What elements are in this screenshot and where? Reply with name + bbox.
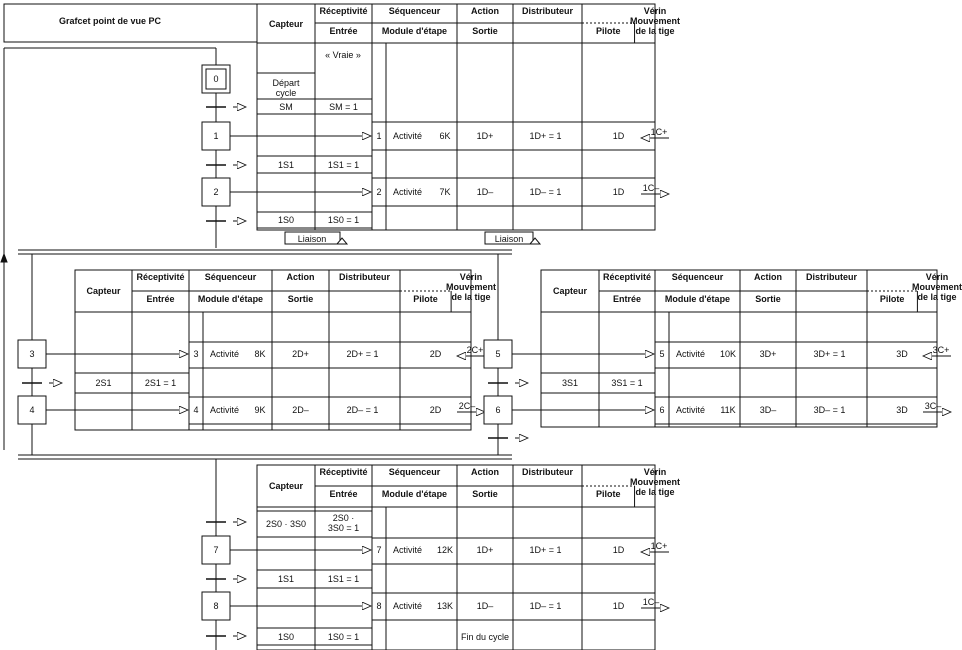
header-entree: Entrée [329,26,358,36]
distributeur-value: 1D [612,131,625,141]
transition-capteur: SM [279,101,293,112]
grafcet-step-number: 8 [213,601,219,611]
cycle-label: cycle [275,88,297,98]
pilote-value: 1D– = 1 [529,187,562,197]
module-step-number: 8 [376,601,382,611]
verin-label: 2C+ [466,345,484,355]
module-step-number: 2 [376,187,382,197]
header-sortie: Sortie [472,489,498,499]
distributeur-value: 1D [612,601,625,611]
transition-entree: 3S0 = 1 [327,523,360,533]
grafcet-step-number: 6 [495,405,501,415]
module-activite: Activité [676,405,706,415]
action-sortie: 2D+ [292,349,309,359]
header-capteur: Capteur [268,481,304,491]
pilote-value: 2D+ = 1 [346,349,379,359]
grafcet-step-number: 1 [213,131,219,141]
action-sortie: 1D– [476,187,494,197]
grafcet-step-number: 0 [213,74,219,84]
module-activite: Activité [210,349,240,359]
action-sortie: 3D+ [759,349,777,359]
header-distributeur: Distributeur [805,272,858,282]
liaison-label-2: Liaison [494,234,524,244]
header-module: Module d'étape [381,26,448,36]
header-entree: Entrée [612,294,642,304]
header-receptivite: Réceptivité [602,272,652,282]
transition-entree: 2S0 · [332,513,355,523]
verin-label: 2C– [458,401,476,411]
module-step-number: 7 [376,545,382,555]
pilote-value: 3D+ = 1 [813,349,846,359]
header-module: Module d'étape [381,489,448,499]
table-frame [75,270,471,430]
transition-entree: 3S1 = 1 [611,378,643,388]
header-distributeur: Distributeur [521,6,574,16]
distributeur-value: 3D [896,349,908,359]
transition-entree: 1S1 = 1 [327,159,360,170]
verin-label: 1C+ [650,541,668,551]
distributeur-value: 3D [896,405,908,415]
main-title: Grafcet point de vue PC [58,16,162,26]
header-sequenceur: Séquenceur [388,6,441,16]
module-activite: Activité [210,405,240,415]
transition-entree: 2S1 = 1 [144,378,177,388]
fin-cycle-label: Fin du cycle [460,632,510,642]
header-capteur: Capteur [552,286,588,296]
header-receptivite: Réceptivité [319,6,368,16]
header-pilote: Pilote [413,294,438,304]
header-tige: de la tige [917,292,957,302]
grafcet-step-number: 4 [29,405,35,415]
depart-label: Départ [272,78,300,88]
distributeur-value: 2D [429,405,442,415]
liaison-arrow [337,238,347,244]
transition-capteur: 3S1 [561,378,579,388]
verin-label: 3C+ [932,345,950,355]
header-action: Action [286,272,315,282]
header-sortie: Sortie [472,26,498,36]
module-relay: 12K [436,545,454,555]
grafcet-step-number: 3 [29,349,35,359]
header-sequenceur: Séquenceur [204,272,257,282]
pilote-value: 1D– = 1 [529,601,562,611]
header-capteur: Capteur [86,286,121,296]
verin-label: 1C– [642,183,660,193]
header-mouvement: Mouvement [445,282,497,292]
return-loop-arrow [1,254,7,262]
header-tige: de la tige [635,487,675,497]
grafcet-step-number: 2 [213,187,219,197]
transition-capteur: 1S1 [277,574,295,584]
transition-entree: 1S0 = 1 [327,631,360,642]
module-relay: 9K [254,405,266,415]
module-activite: Activité [393,187,423,197]
module-activite: Activité [393,131,423,141]
header-sortie: Sortie [755,294,781,304]
header-entree: Entrée [146,294,175,304]
header-action: Action [754,272,782,282]
distributeur-value: 2D [429,349,442,359]
header-entree: Entrée [329,489,358,499]
table-frame [257,4,655,230]
module-relay: 13K [436,601,454,611]
header-action: Action [471,6,499,16]
header-verin: Vérin [459,272,483,282]
action-sortie: 1D+ [476,545,494,555]
module-relay: 6K [439,131,451,141]
verin-label: 1C– [642,597,660,607]
transition-entree: SM = 1 [329,101,358,112]
header-tige: de la tige [451,292,491,302]
header-verin: Vérin [643,6,667,16]
grafcet-step-number: 5 [495,349,501,359]
action-sortie: 2D– [292,405,309,415]
pilote-value: 2D– = 1 [346,405,379,415]
liaison-label-1: Liaison [297,234,327,244]
header-receptivite: Réceptivité [319,467,368,477]
header-mouvement: Mouvement [629,477,681,487]
header-distributeur: Distributeur [338,272,391,282]
action-sortie: 1D+ [476,131,494,141]
header-verin: Vérin [925,272,949,282]
header-mouvement: Mouvement [911,282,962,292]
header-mouvement: Mouvement [629,16,681,26]
module-step-number: 6 [659,405,665,415]
module-relay: 10K [719,349,737,359]
pilote-value: 1D+ = 1 [529,545,562,555]
header-verin: Vérin [643,467,667,477]
distributeur-value: 1D [612,187,625,197]
module-step-number: 5 [659,349,665,359]
table-frame [541,270,937,427]
header-sortie: Sortie [287,294,314,304]
action-sortie: 1D– [476,601,494,611]
module-activite: Activité [393,545,423,555]
transition-capteur: 1S0 [277,631,295,642]
transition-capteur: 2S0 · 3S0 [265,519,307,529]
distributeur-value: 1D [612,545,625,555]
pilote-value: 3D– = 1 [813,405,846,415]
verin-label: 3C– [924,401,942,411]
module-step-number: 1 [376,131,382,141]
header-capteur: Capteur [268,18,304,29]
module-activite: Activité [676,349,706,359]
module-relay: 8K [254,349,266,359]
module-step-number: 3 [193,349,199,359]
header-tige: de la tige [635,26,675,36]
header-receptivite: Réceptivité [136,272,185,282]
transition-entree: 1S0 = 1 [327,215,360,225]
liaison-arrow [530,238,540,244]
transition-capteur: 1S0 [277,215,295,225]
header-pilote: Pilote [596,26,621,36]
header-sequenceur: Séquenceur [388,467,441,477]
module-activite: Activité [393,601,423,611]
module-step-number: 4 [193,405,199,415]
header-pilote: Pilote [596,489,621,499]
header-module: Module d'étape [664,294,731,304]
verin-label: 1C+ [650,127,668,137]
module-relay: 11K [720,405,736,415]
action-sortie: 3D– [759,405,777,415]
header-sequenceur: Séquenceur [671,272,724,282]
header-distributeur: Distributeur [521,467,574,477]
receptivite-vraie: « Vraie » [325,50,361,60]
transition-entree: 1S1 = 1 [327,574,360,584]
pilote-value: 1D+ = 1 [529,131,562,141]
grafcet-step-number: 7 [213,545,219,555]
module-relay: 7K [439,187,451,197]
header-pilote: Pilote [879,294,905,304]
header-module: Module d'étape [197,294,264,304]
transition-capteur: 2S1 [95,378,112,388]
transition-capteur: 1S1 [277,159,295,170]
header-action: Action [471,467,499,477]
